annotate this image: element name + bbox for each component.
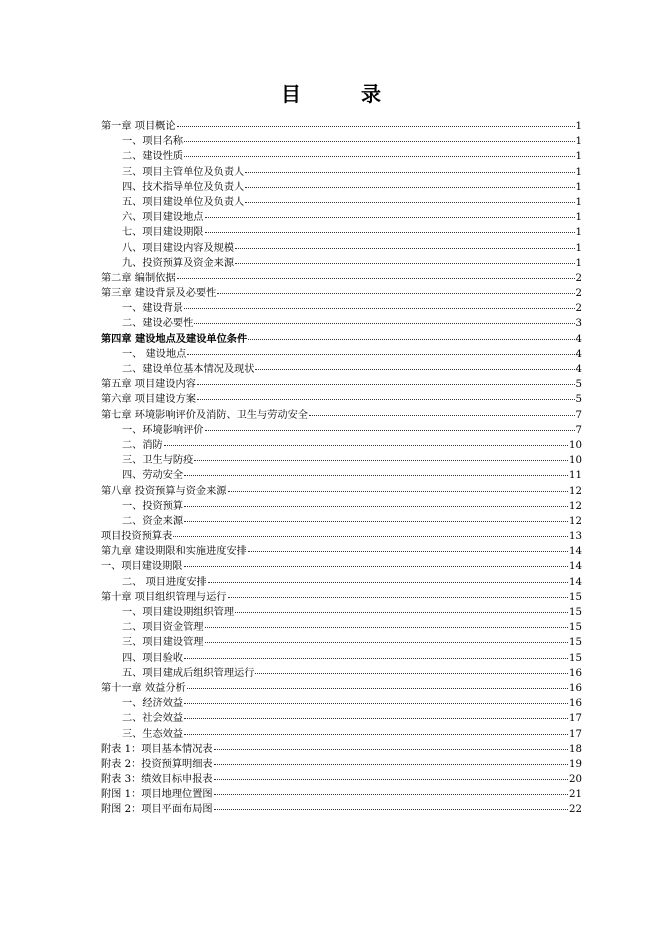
toc-entry[interactable]	[101, 423, 582, 438]
toc-page-number: 4	[575, 364, 582, 375]
toc-dot-leader	[184, 141, 574, 142]
toc-page-number: 4	[575, 348, 582, 360]
toc-entry[interactable]	[101, 575, 582, 590]
toc-page-number: 14	[569, 561, 582, 573]
toc-dot-leader	[187, 688, 568, 689]
toc-page-number: 14	[569, 576, 582, 588]
toc-entry-title: 五、项目建成后组织管理运行	[122, 667, 255, 679]
toc-entry-title: 三、生态效益	[122, 728, 184, 740]
toc-entry-title: 二、社会效益	[122, 713, 184, 725]
toc-dot-leader	[184, 475, 568, 476]
toc-page-number: 16	[569, 698, 582, 710]
toc-entry-title: 一、经济效益	[122, 698, 184, 710]
toc-dot-leader	[208, 582, 568, 583]
toc-dot-leader	[194, 323, 574, 324]
toc-dot-leader	[235, 263, 574, 264]
toc-page-number: 2	[575, 303, 582, 315]
toc-dot-leader	[214, 809, 568, 810]
toc-entry[interactable]	[101, 316, 582, 331]
toc-page-number: 15	[569, 637, 582, 649]
toc-entry-title: 三、项目主管单位及负责人	[122, 166, 245, 178]
toc-page-number: 3	[575, 318, 582, 330]
toc-entry-title: 一、项目名称	[122, 136, 184, 148]
toc-entry[interactable]	[101, 666, 582, 681]
toc-dot-leader	[184, 566, 569, 567]
toc-page-number: 1	[575, 151, 582, 163]
toc-dot-leader	[309, 415, 575, 416]
toc-entry[interactable]	[101, 484, 582, 499]
toc-page-number: 15	[569, 591, 582, 603]
toc-dot-leader	[214, 749, 568, 750]
toc-entry-title: 第八章 投资预算与资金来源	[101, 485, 227, 497]
toc-page-number: 7	[575, 424, 582, 436]
toc-entry[interactable]	[101, 787, 582, 802]
toc-entry[interactable]	[101, 711, 582, 726]
toc-entry-title: 附表 2：投资预算明细表	[101, 758, 213, 770]
toc-entry[interactable]	[101, 119, 582, 134]
toc-dot-leader	[184, 521, 568, 522]
toc-entry[interactable]	[101, 529, 582, 544]
toc-entry[interactable]	[101, 620, 582, 635]
toc-entry-title: 二、建设单位基本情况及现状	[122, 364, 255, 375]
toc-entry-title: 第四章 建设地点及建设单位条件	[101, 332, 248, 345]
toc-entry-title: 一、投资预算	[122, 500, 184, 512]
toc-entry[interactable]	[101, 377, 582, 392]
toc-entry-title: 附图 2：项目平面布局图	[101, 804, 213, 816]
toc-entry-title: 第三章 建设背景及必要性	[101, 288, 217, 300]
toc-entry[interactable]	[101, 453, 582, 468]
toc-entry[interactable]	[101, 241, 582, 256]
toc-entry[interactable]	[101, 742, 582, 757]
toc-entry[interactable]	[101, 225, 582, 240]
toc-dot-leader	[214, 764, 568, 765]
toc-dot-leader	[164, 445, 568, 446]
toc-dot-leader	[255, 369, 574, 370]
toc-page-number: 15	[569, 652, 582, 664]
toc-dot-leader	[245, 202, 574, 203]
toc-page-number: 19	[569, 758, 582, 770]
toc-page-number: 1	[575, 212, 582, 224]
toc-page-number: 12	[569, 500, 582, 512]
toc-dot-leader	[205, 217, 575, 218]
toc-page-number: 14	[569, 546, 582, 558]
toc-entry-title: 二、消防	[122, 439, 163, 451]
toc-entry[interactable]	[101, 605, 582, 620]
toc-dot-leader	[184, 734, 568, 735]
toc-entry[interactable]	[101, 149, 582, 164]
toc-dot-leader	[205, 232, 575, 233]
toc-page-number: 1	[575, 181, 582, 193]
toc-dot-leader	[214, 779, 568, 780]
toc-dot-leader	[255, 673, 568, 674]
toc-entry-title: 四、技术指导单位及负责人	[122, 181, 245, 193]
toc-entry-title: 七、项目建设期限	[122, 227, 204, 239]
toc-dot-leader	[173, 536, 568, 537]
toc-entry-title: 四、劳动安全	[122, 470, 184, 482]
toc-entry[interactable]	[101, 499, 582, 514]
toc-entry[interactable]	[101, 681, 582, 696]
toc-page-number: 1	[575, 196, 582, 208]
toc-entry[interactable]	[101, 195, 582, 210]
toc-entry[interactable]	[101, 438, 582, 453]
toc-entry[interactable]	[101, 590, 582, 605]
toc-entry-title: 第九章 建设期限和实施进度安排	[101, 546, 247, 558]
toc-entry[interactable]	[101, 514, 582, 529]
toc-dot-leader	[205, 642, 569, 643]
toc-page-number: 13	[569, 531, 582, 543]
toc-page-number: 16	[569, 667, 582, 679]
toc-entry[interactable]	[101, 727, 582, 742]
toc-entry-title: 附图 1：项目地理位置图	[101, 789, 213, 801]
toc-dot-leader	[187, 354, 574, 355]
toc-dot-leader	[235, 612, 568, 613]
toc-entry-title: 第二章 编制依据	[101, 272, 176, 284]
toc-entry-title: 第七章 环境影响评价及消防、卫生与劳动安全	[101, 409, 308, 421]
toc-entry[interactable]	[101, 392, 582, 407]
toc-dot-leader	[217, 293, 574, 294]
toc-dot-leader	[197, 399, 575, 400]
toc-page-number: 15	[569, 622, 582, 634]
toc-entry-title: 二、项目资金管理	[122, 622, 204, 634]
toc-dot-leader	[184, 308, 574, 309]
toc-page-number: 15	[569, 607, 582, 618]
toc-entry[interactable]	[101, 757, 582, 772]
toc-entry[interactable]	[101, 696, 582, 711]
toc-page-number: 10	[569, 455, 582, 467]
toc-dot-leader	[214, 794, 568, 795]
toc-entry[interactable]	[101, 180, 582, 195]
toc-entry[interactable]	[101, 408, 582, 423]
toc-entry[interactable]	[101, 332, 582, 347]
toc-page-number: 22	[569, 804, 582, 816]
toc-entry-title: 第一章 项目概论	[101, 121, 176, 132]
toc-page-number: 21	[569, 789, 582, 801]
toc-page-number: 11	[569, 470, 582, 482]
toc-page-number: 1	[575, 136, 582, 148]
toc-page-number: 12	[569, 515, 582, 527]
toc-entry[interactable]	[101, 301, 582, 316]
toc-entry[interactable]	[101, 134, 582, 149]
toc-dot-leader	[184, 718, 568, 719]
toc-dot-leader	[184, 506, 568, 507]
toc-dot-leader	[235, 248, 574, 249]
table-of-contents	[101, 119, 582, 818]
toc-entry-title: 项目投资预算表	[101, 531, 173, 543]
toc-page-number: 16	[569, 682, 582, 694]
toc-entry[interactable]	[101, 271, 582, 286]
toc-entry[interactable]	[101, 635, 582, 650]
toc-page-number: 1	[575, 227, 582, 239]
toc-entry-title: 第六章 项目建设方案	[101, 394, 196, 406]
toc-page-number: 7	[575, 409, 582, 421]
toc-entry-title: 第十章 项目组织管理与运行	[101, 591, 227, 603]
toc-dot-leader	[205, 627, 569, 628]
toc-entry-title: 三、卫生与防疫	[122, 455, 194, 467]
toc-entry-title: 三、项目建设管理	[122, 637, 204, 649]
toc-entry-title: 四、项目验收	[122, 652, 184, 664]
toc-entry-title: 一、项目建设期组织管理	[122, 607, 235, 618]
toc-entry[interactable]	[101, 559, 582, 574]
toc-dot-leader	[245, 187, 574, 188]
toc-page-number: 2	[575, 288, 582, 300]
toc-entry-title: 二、 项目进度安排	[122, 576, 207, 588]
toc-page-number: 10	[569, 439, 582, 451]
toc-page-number: 4	[575, 333, 582, 345]
toc-entry-title: 二、建设性质	[122, 151, 184, 163]
toc-dot-leader	[184, 703, 568, 704]
toc-entry-title: 第五章 项目建设内容	[101, 379, 196, 391]
toc-page-number: 2	[575, 272, 582, 284]
toc-page-number: 17	[569, 728, 582, 740]
toc-dot-leader	[184, 156, 574, 157]
toc-page-number: 1	[575, 257, 582, 269]
toc-entry[interactable]	[101, 347, 582, 362]
toc-entry-title: 五、项目建设单位及负责人	[122, 196, 245, 208]
toc-entry-title: 八、项目建设内容及规模	[122, 242, 235, 254]
toc-dot-leader	[177, 126, 575, 127]
toc-entry-title: 二、建设必要性	[122, 318, 194, 330]
toc-entry[interactable]	[101, 256, 582, 271]
toc-entry-title: 一、环境影响评价	[122, 424, 204, 436]
toc-entry-title: 一、建设背景	[122, 303, 184, 315]
toc-entry[interactable]	[101, 165, 582, 180]
toc-dot-leader	[184, 658, 568, 659]
toc-page-number: 1	[575, 166, 582, 178]
toc-entry[interactable]	[101, 286, 582, 301]
toc-entry-title: 一、项目建设期限	[101, 561, 183, 573]
toc-entry-title: 九、投资预算及资金来源	[122, 257, 235, 269]
toc-page-number: 5	[575, 394, 582, 406]
toc-dot-leader	[248, 339, 574, 340]
toc-entry[interactable]	[101, 772, 582, 787]
toc-page-number: 1	[575, 121, 582, 132]
toc-dot-leader	[197, 384, 575, 385]
toc-entry[interactable]	[101, 210, 582, 225]
toc-dot-leader	[194, 460, 568, 461]
toc-entry-title: 二、资金来源	[122, 515, 184, 527]
toc-dot-leader	[228, 597, 569, 598]
toc-entry[interactable]	[101, 362, 582, 377]
toc-entry-title: 一、 建设地点	[122, 348, 187, 360]
toc-dot-leader	[177, 278, 575, 279]
toc-entry-title: 附表 3：绩效目标申报表	[101, 774, 213, 786]
toc-entry[interactable]	[101, 651, 582, 666]
toc-dot-leader	[205, 430, 575, 431]
toc-dot-leader	[228, 491, 569, 492]
toc-entry-title: 附表 1：项目基本情况表	[101, 743, 213, 755]
toc-page-number: 5	[575, 379, 582, 391]
toc-page-number: 17	[569, 713, 582, 725]
toc-entry-title: 第十一章 效益分析	[101, 682, 186, 694]
toc-dot-leader	[245, 172, 574, 173]
toc-page-number: 1	[575, 242, 582, 254]
toc-entry[interactable]	[101, 544, 582, 559]
toc-page-number: 18	[569, 743, 582, 755]
toc-page-number: 12	[569, 485, 582, 497]
toc-entry[interactable]	[101, 468, 582, 483]
toc-entry-title: 六、项目建设地点	[122, 212, 204, 224]
toc-page-number: 20	[569, 774, 582, 786]
toc-dot-leader	[248, 551, 568, 552]
page-title: 目 录	[281, 82, 401, 106]
toc-entry[interactable]	[101, 802, 582, 817]
